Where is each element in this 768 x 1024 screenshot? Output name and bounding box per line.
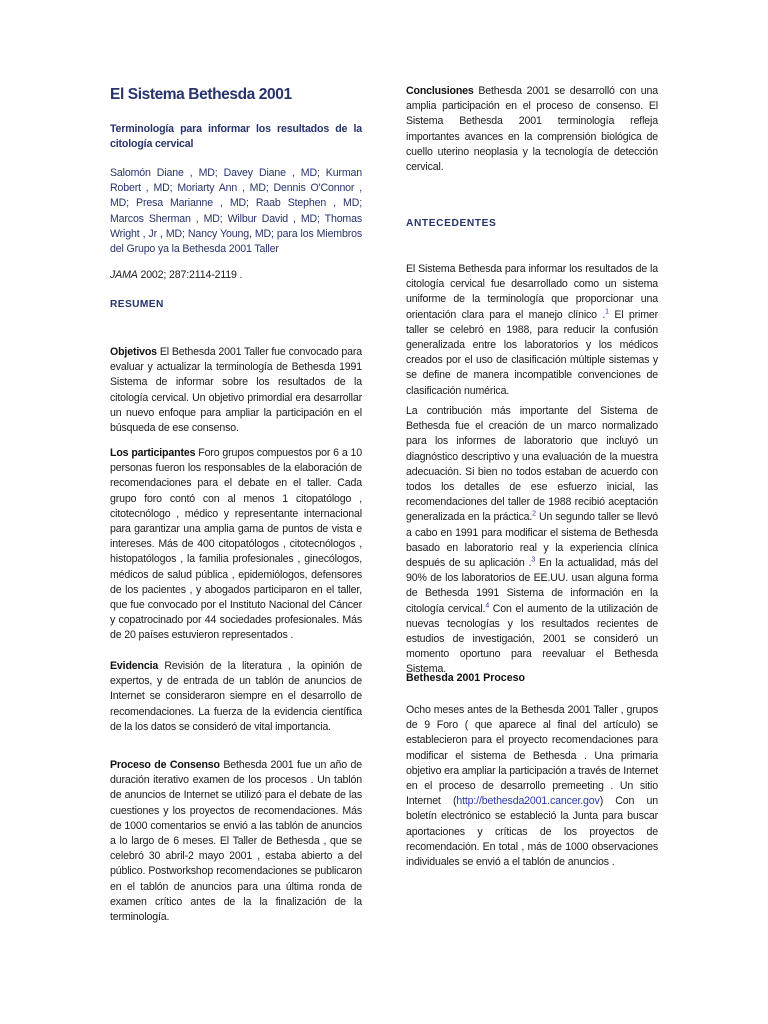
paragraph-text: Con el aumento de la utilización de nuevas tecnologías y los resultados recientes de estudios de investigación, 2001 se consideró un momento oportuno para reevaluar el Bethesda Sistema. <box>406 602 658 676</box>
abstract-objetivos <box>110 345 362 436</box>
paragraph-text: El Sistema Bethesda para informar los resultados de la citología cervical fue desarrollado como un sistema uniforme de la terminología que proporcionar una orientación clara para el manejo clínico . <box>406 263 658 321</box>
paragraph-label: Conclusiones <box>406 85 474 97</box>
abstract-proceso-consenso <box>110 758 362 925</box>
paragraph-label: Proceso de Consenso <box>110 759 220 771</box>
citation <box>110 268 362 283</box>
paragraph-text: Un segundo taller se llevó a cabo en 1991 para modificar el sistema de Bethesda basado en laboratorio real y la experiencia clínica después de su aplicación . <box>406 511 658 570</box>
paragraph-label: Evidencia <box>110 660 159 672</box>
reference-marker[interactable]: 4 <box>485 602 490 610</box>
paragraph-text: El primer taller se celebró en 1988, para reducir la confusión generalizada entre los laboratorios y los médicos creados por el uso de clasificación múltiple sistemas y se define de manera incompatible convenciones de clasificación numérica. <box>406 308 659 397</box>
paragraph-text: Revisión de la literatura , la opinión de expertos, y de entrada de un tablón de anuncios de Internet se consideraron siempre en el desarrollo de recomendaciones. La fuerza de la evidencia científica de la los datos se consideró de vital importancia. <box>110 660 362 733</box>
reference-marker[interactable]: 3 <box>531 556 536 564</box>
paragraph-label: Objetivos <box>110 346 157 358</box>
abstract-participantes <box>110 446 362 644</box>
paragraph-text: ) Con un boletín electrónico se estableció la Junta para buscar aportaciones y críticas de los proyectos de recomendación. En total , más de 1000 observaciones individuales se envió a el tablón de anuncios . <box>406 795 658 869</box>
author-list: Salomón Diane , MD; Davey Diane , MD; Kurman Robert , MD; Moriarty Ann , MD; Dennis O'Connor , MD; Presa Marianne , MD; Raab Stephen , MD; Marcos Sherman , MD; Wilbur David , MD; Thomas Wright , Jr , MD; Nancy Young, MD; para los Miembros del Grupo ya la Bethesda 2001 Taller <box>110 167 362 256</box>
journal-name: JAMA <box>110 269 138 281</box>
abstract-evidencia <box>110 659 362 735</box>
paragraph-text: Bethesda 2001 fue un año de duración iterativo examen de los procesos . Un tablón de anuncios de Internet se utilizó para el debate de las cuestiones y los proyectos de recomendaciones. Más de 1000 comentarios se envió a las tablón de anuncios a lo largo de 6 meses. El Taller de Bethesda , que se celebró 30 abril-2 mayo 2001 , estaba abierto a del público. Postworkshop recomendaciones se publicaron en el tablón de anuncios para una última ronda de examen crítico antes de la la finalización de la terminología. <box>110 759 362 924</box>
proceso-paragraph <box>406 703 658 870</box>
paragraph-text: Foro grupos compuestos por 6 a 10 personas fueron los responsables de la elaboración de recomendaciones para el debate en el taller. Cada grupo foro contó con al menos 1 citopatólogo , citotecnólogo , médico y representante internacional para garantizar una amplia gama de puntos de vista e intereses. Más de 400 citopatólogos , citotecnólogos , histopatólogos , la familia profesionales , ginecólogos, médicos de salud pública , epidemiólogos, defensores de los pacientes , y abogados participaron en el taller, que fue convocado por el Instituto Nacional del Cáncer y copatrocinado por 44 sociedades profesionales. Más de 20 países estuvieron representados . <box>110 447 362 642</box>
paragraph-text: El Bethesda 2001 Taller fue convocado para evaluar y actualizar la terminología de Bethesda 1991 Sistema de informar sobre los resultados de la citología cervical. Un objetivo primordial era desarrollar un nuevo enfoque para ampliar la participación en el búsqueda de ese consenso. <box>110 346 362 435</box>
reference-marker[interactable]: 2 <box>532 510 536 518</box>
paragraph-text: En la actualidad, más del 90% de los laboratorios de EE.UU. usan alguna forma de Bethesda 1991 Sistema de información en la citología cervical. <box>406 557 658 615</box>
article-subtitle: Terminología para informar los resultados de la citología cervical <box>110 123 362 150</box>
antecedentes-paragraph-1 <box>406 262 658 399</box>
website-link[interactable]: http://bethesda2001.cancer.gov <box>456 795 600 808</box>
paragraph-label: Los participantes <box>110 447 196 459</box>
antecedentes-paragraph-2 <box>406 404 658 678</box>
reference-marker[interactable]: 1 <box>605 308 609 316</box>
abstract-conclusiones <box>406 84 658 175</box>
citation-details: 2002; 287:2114-2119 . <box>137 269 243 281</box>
section-heading-resumen: RESUMEN <box>110 299 164 310</box>
paragraph-text: La contribución más importante del Sistema de Bethesda fue el creación de un marco normalizado para los informes de laboratorio que incluyó un diagnóstico descriptivo y una evaluación de la muestra adecuación. Si bien no todos estaban de acuerdo con todos los detalles de ese esfuerzo inicial, las recomendaciones del taller de 1988 recibió aceptación generalizada en la práctica. <box>406 405 658 524</box>
paragraph-text: Ocho meses antes de la Bethesda 2001 Taller , grupos de 9 Foro ( que aparece al final del artículo) se establecieron para el proyecto recomendaciones para modificar el sistema de Bethesda . Una primaria objetivo era ampliar la participación a través de Internet en el proceso de desarrollo premeeting . Un sitio Internet ( <box>406 704 658 808</box>
section-heading-proceso: Bethesda 2001 Proceso <box>406 672 525 684</box>
section-heading-antecedentes: ANTECEDENTES <box>406 218 497 229</box>
paragraph-text: Bethesda 2001 se desarrolló con una amplia participación en el proceso de consenso. El Sistema Bethesda 2001 terminología refleja importantes avances en la comprensión biológica de cuello uterino neoplasia y la tecnología de detección cervical. <box>406 85 658 174</box>
article-title: El Sistema Bethesda 2001 <box>110 86 292 103</box>
